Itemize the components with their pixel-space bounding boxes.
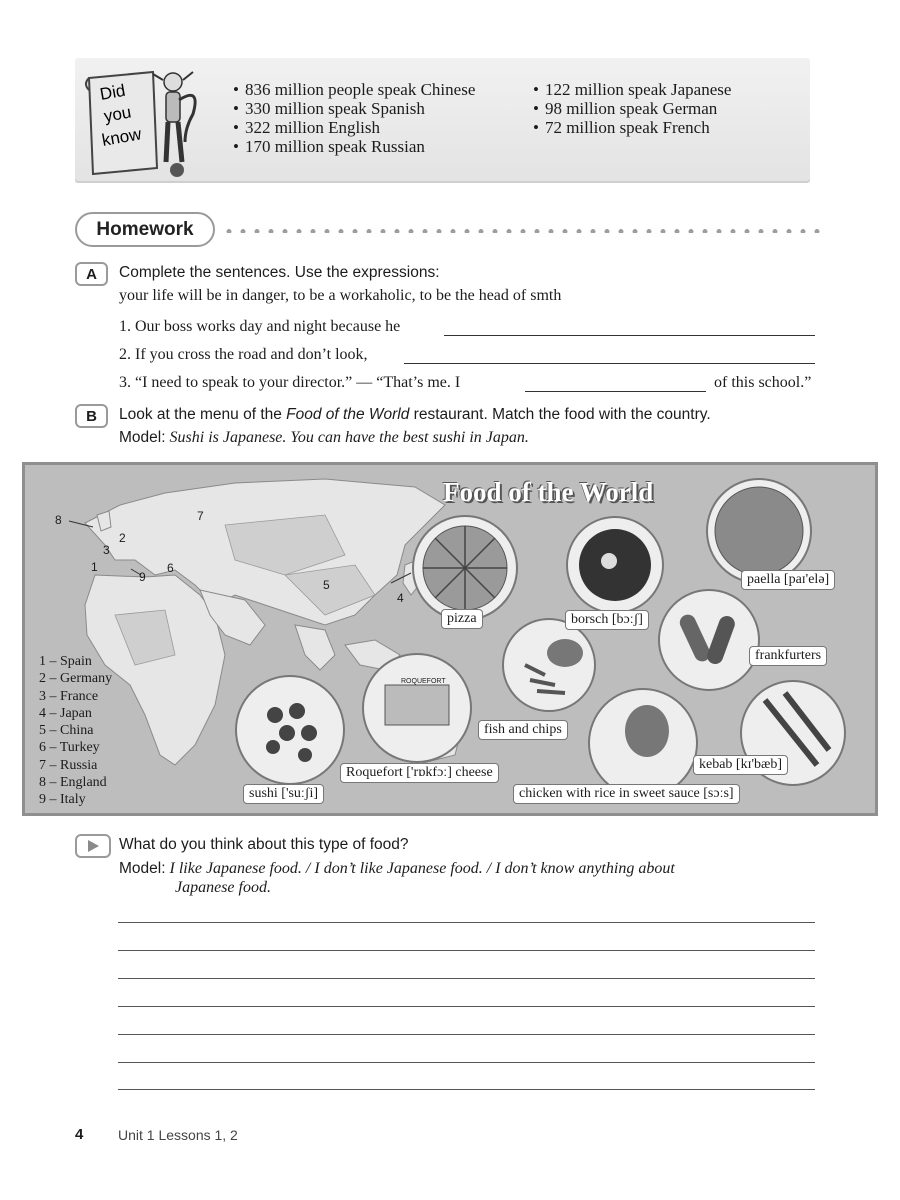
food-label-fish-and-chips: fish and chips bbox=[478, 720, 568, 740]
item-number: 3. bbox=[119, 374, 131, 391]
item-number: 2. bbox=[119, 346, 131, 363]
model-label: Model: bbox=[119, 429, 166, 446]
map-number-china: 5 bbox=[323, 578, 330, 592]
task-b-model bbox=[119, 429, 529, 447]
fact-item: • 170 million speak Russian bbox=[233, 137, 475, 156]
food-label-roquefort: Roquefort ['rɒkfɔː] cheese bbox=[340, 763, 499, 783]
writing-line-2[interactable] bbox=[118, 950, 815, 951]
legend-item: 1 – Spain bbox=[39, 654, 92, 669]
map-number-england: 8 bbox=[55, 513, 62, 527]
food-of-the-world-panel bbox=[22, 462, 878, 816]
answer-blank-3[interactable] bbox=[525, 391, 706, 392]
pizza-plate-icon bbox=[413, 516, 517, 620]
paella-plate-icon bbox=[707, 479, 811, 583]
task-a-item-3-end: of this school.” bbox=[714, 374, 812, 391]
legend-item: 4 – Japan bbox=[39, 705, 92, 721]
instruction-text: Look at the menu of the bbox=[119, 406, 287, 423]
task-c-instruction: What do you think about this type of food? bbox=[119, 836, 409, 853]
writing-line-3[interactable] bbox=[118, 978, 815, 979]
sushi-plate-icon bbox=[236, 676, 344, 784]
answer-blank-2[interactable] bbox=[404, 363, 815, 364]
footer-section: Unit 1 Lessons 1, 2 bbox=[118, 1127, 238, 1143]
restaurant-name: Food of the World bbox=[286, 406, 410, 423]
legend-item: 3 – France bbox=[39, 688, 99, 704]
legend-item: 8 – England bbox=[39, 775, 107, 791]
food-of-the-world-title: Food of the World bbox=[443, 477, 654, 507]
homework-heading: Homework bbox=[75, 212, 215, 247]
map-number-spain: 1 bbox=[91, 560, 98, 574]
writing-line-6[interactable] bbox=[118, 1062, 815, 1063]
map-number-russia: 7 bbox=[197, 509, 204, 523]
model-text: Japanese food. bbox=[175, 879, 271, 896]
roquefort-cheese-plate-icon bbox=[363, 654, 471, 762]
task-a-item-2 bbox=[119, 346, 368, 364]
map-number-germany: 2 bbox=[119, 531, 126, 545]
frankfurters-plate-icon bbox=[659, 590, 759, 690]
page-number: 4 bbox=[75, 1126, 84, 1143]
task-b-label: B bbox=[75, 404, 108, 428]
facts-column-2 bbox=[533, 80, 731, 137]
fact-item: • 122 million speak Japanese bbox=[533, 80, 731, 99]
item-text: Our boss works day and night because he bbox=[135, 318, 401, 335]
map-number-turkey: 6 bbox=[167, 561, 174, 575]
fish-and-chips-plate-icon bbox=[503, 619, 595, 711]
item-text: “I need to speak to your director.” — “That’s me. I bbox=[135, 374, 461, 391]
fact-item: • 330 million speak Spanish bbox=[233, 99, 475, 118]
facts-column-1 bbox=[233, 80, 475, 156]
map-number-italy: 9 bbox=[139, 570, 146, 584]
dotted-divider bbox=[222, 229, 827, 233]
item-text: If you cross the road and don’t look, bbox=[135, 346, 368, 363]
task-c-model-cont bbox=[175, 879, 271, 897]
writing-line-7[interactable] bbox=[118, 1089, 815, 1090]
did-you-know-badge bbox=[83, 60, 203, 182]
answer-blank-1[interactable] bbox=[444, 335, 815, 336]
task-c-label bbox=[75, 834, 111, 858]
food-label-frankfurters: frankfurters bbox=[749, 646, 827, 666]
writing-line-4[interactable] bbox=[118, 1006, 815, 1007]
legend-item: 5 – China bbox=[39, 723, 94, 739]
fact-item: • 836 million people speak Chinese bbox=[233, 80, 475, 99]
task-a-label: A bbox=[75, 262, 108, 286]
badge-word-2: you bbox=[102, 102, 133, 126]
map-number-japan: 4 bbox=[397, 591, 404, 605]
food-label-sushi: sushi ['suːʃi] bbox=[243, 784, 324, 804]
play-arrow-icon bbox=[86, 839, 100, 853]
map-number-france: 3 bbox=[103, 543, 110, 557]
food-label-pizza: pizza bbox=[441, 609, 483, 629]
fact-item: • 72 million speak French bbox=[533, 118, 731, 137]
task-a-expressions: your life will be in danger, to be a workaholic, to be the head of smth bbox=[119, 287, 562, 304]
legend-item: 9 – Italy bbox=[39, 792, 86, 808]
badge-word-1: Did bbox=[98, 80, 127, 104]
item-number: 1. bbox=[119, 318, 131, 335]
writing-line-1[interactable] bbox=[118, 922, 815, 923]
model-text: Sushi is Japanese. You can have the best sushi in Japan. bbox=[169, 429, 529, 446]
task-a-item-1 bbox=[119, 318, 400, 336]
cartoon-boy-icon bbox=[153, 72, 195, 177]
writing-line-5[interactable] bbox=[118, 1034, 815, 1035]
model-label: Model: bbox=[119, 860, 166, 877]
task-b-instruction bbox=[119, 406, 711, 424]
legend-item: 6 – Turkey bbox=[39, 740, 100, 756]
food-label-paella: paella [paɪ'elə] bbox=[741, 570, 835, 590]
food-label-borsch: borsch [bɔːʃ] bbox=[565, 610, 649, 630]
legend-item: 2 – Germany bbox=[39, 671, 113, 687]
did-you-know-box bbox=[75, 58, 810, 183]
borsch-plate-icon bbox=[567, 517, 663, 613]
food-label-chicken-rice: chicken with rice in sweet sauce [sɔːs] bbox=[513, 784, 740, 804]
food-label-kebab: kebab [kɪ'bæb] bbox=[693, 755, 788, 775]
badge-word-3: know bbox=[100, 124, 143, 150]
fact-item: • 98 million speak German bbox=[533, 99, 731, 118]
country-legend bbox=[39, 653, 112, 809]
model-text: I like Japanese food. / I don’t like Japanese food. / I don’t know anything about bbox=[169, 860, 675, 877]
cheese-tag: ROQUEFORT bbox=[401, 678, 446, 685]
instruction-text: restaurant. Match the food with the country. bbox=[409, 406, 711, 423]
legend-item: 7 – Russia bbox=[39, 757, 98, 773]
task-a-instruction: Complete the sentences. Use the expressions: bbox=[119, 264, 440, 281]
task-a-item-3 bbox=[119, 374, 460, 392]
task-c-model bbox=[119, 860, 675, 878]
fact-item: • 322 million English bbox=[233, 118, 475, 137]
chicken-with-rice-plate-icon bbox=[589, 689, 697, 797]
